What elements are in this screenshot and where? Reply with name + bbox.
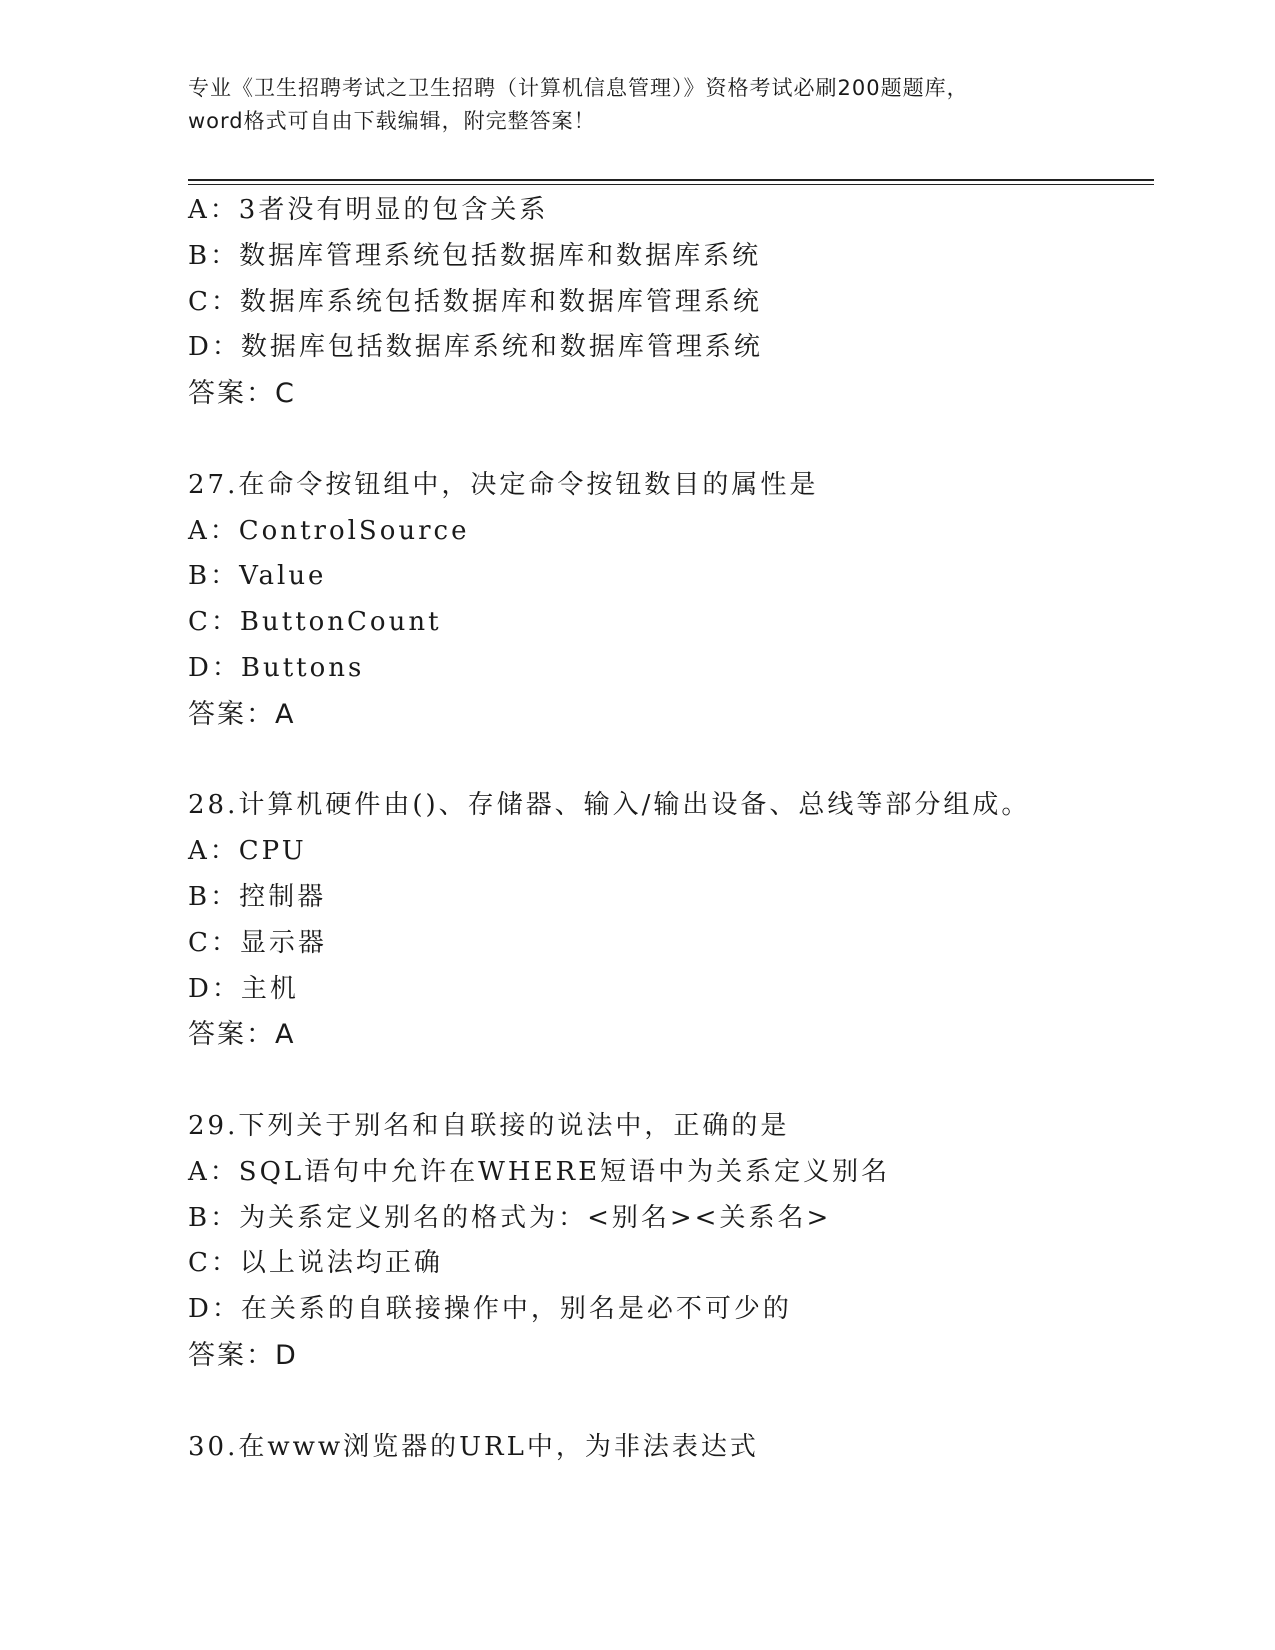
q27-option-c: C：ButtonCount: [188, 607, 442, 638]
question-list: [188, 188, 1148, 1470]
q29-option-c: C：以上说法均正确: [188, 1248, 443, 1279]
q27-option-a: A：ControlSource: [188, 515, 470, 546]
q26-option-d: D：数据库包括数据库系统和数据库管理系统: [188, 332, 763, 363]
q26-option-c: C：数据库系统包括数据库和数据库管理系统: [188, 286, 762, 317]
question-spacer: [188, 417, 1148, 463]
question-spacer: [188, 1058, 1148, 1104]
q29-option-d: D：在关系的自联接操作中，别名是必不可少的: [188, 1294, 792, 1325]
header-title-line-1: 专业《卫生招聘考试之卫生招聘（计算机信息管理）》资格考试必刷200题题库，: [188, 76, 969, 100]
q26-option-a: A：3者没有明显的包含关系: [188, 195, 549, 225]
question-30-block: [188, 1425, 1148, 1471]
q29-answer: 答案：D: [188, 1339, 298, 1371]
q26-answer: 答案：C: [188, 378, 296, 410]
document-header: [188, 72, 1088, 138]
q28-answer: 答案：A: [188, 1019, 296, 1051]
q28-option-a: A：CPU: [188, 836, 307, 867]
q29-option-b: B：为关系定义别名的格式为：<别名><关系名>: [188, 1202, 832, 1233]
q29-question-text: 29.下列关于别名和自联接的说法中，正确的是: [188, 1110, 790, 1141]
question-28-block: [188, 783, 1148, 1058]
header-divider-thick: [188, 179, 1154, 181]
q27-answer: 答案：A: [188, 698, 296, 730]
q28-option-d: D：主机: [188, 973, 299, 1004]
header-title-line-2: word格式可自由下载编辑，附完整答案！: [188, 109, 596, 133]
question-27-block: [188, 463, 1148, 738]
q30-question-text: 30.在www浏览器的URL中，为非法表达式: [188, 1431, 759, 1462]
q27-option-d: D：Buttons: [188, 652, 365, 683]
question-26-block: [188, 188, 1148, 417]
header-divider-thin: [188, 184, 1154, 185]
question-29-block: [188, 1104, 1148, 1379]
q27-question-text: 27.在命令按钮组中，决定命令按钮数目的属性是: [188, 469, 819, 500]
q26-option-b: B：数据库管理系统包括数据库和数据库系统: [188, 240, 762, 271]
q28-option-b: B：控制器: [188, 881, 327, 912]
question-spacer: [188, 738, 1148, 784]
q27-option-b: B：Value: [188, 561, 327, 592]
question-spacer: [188, 1379, 1148, 1425]
q28-question-text: 28.计算机硬件由()、存储器、输入/输出设备、总线等部分组成。: [188, 790, 1031, 821]
q28-option-c: C：显示器: [188, 927, 327, 958]
q29-option-a: A：SQL语句中允许在WHERE短语中为关系定义别名: [188, 1156, 891, 1187]
